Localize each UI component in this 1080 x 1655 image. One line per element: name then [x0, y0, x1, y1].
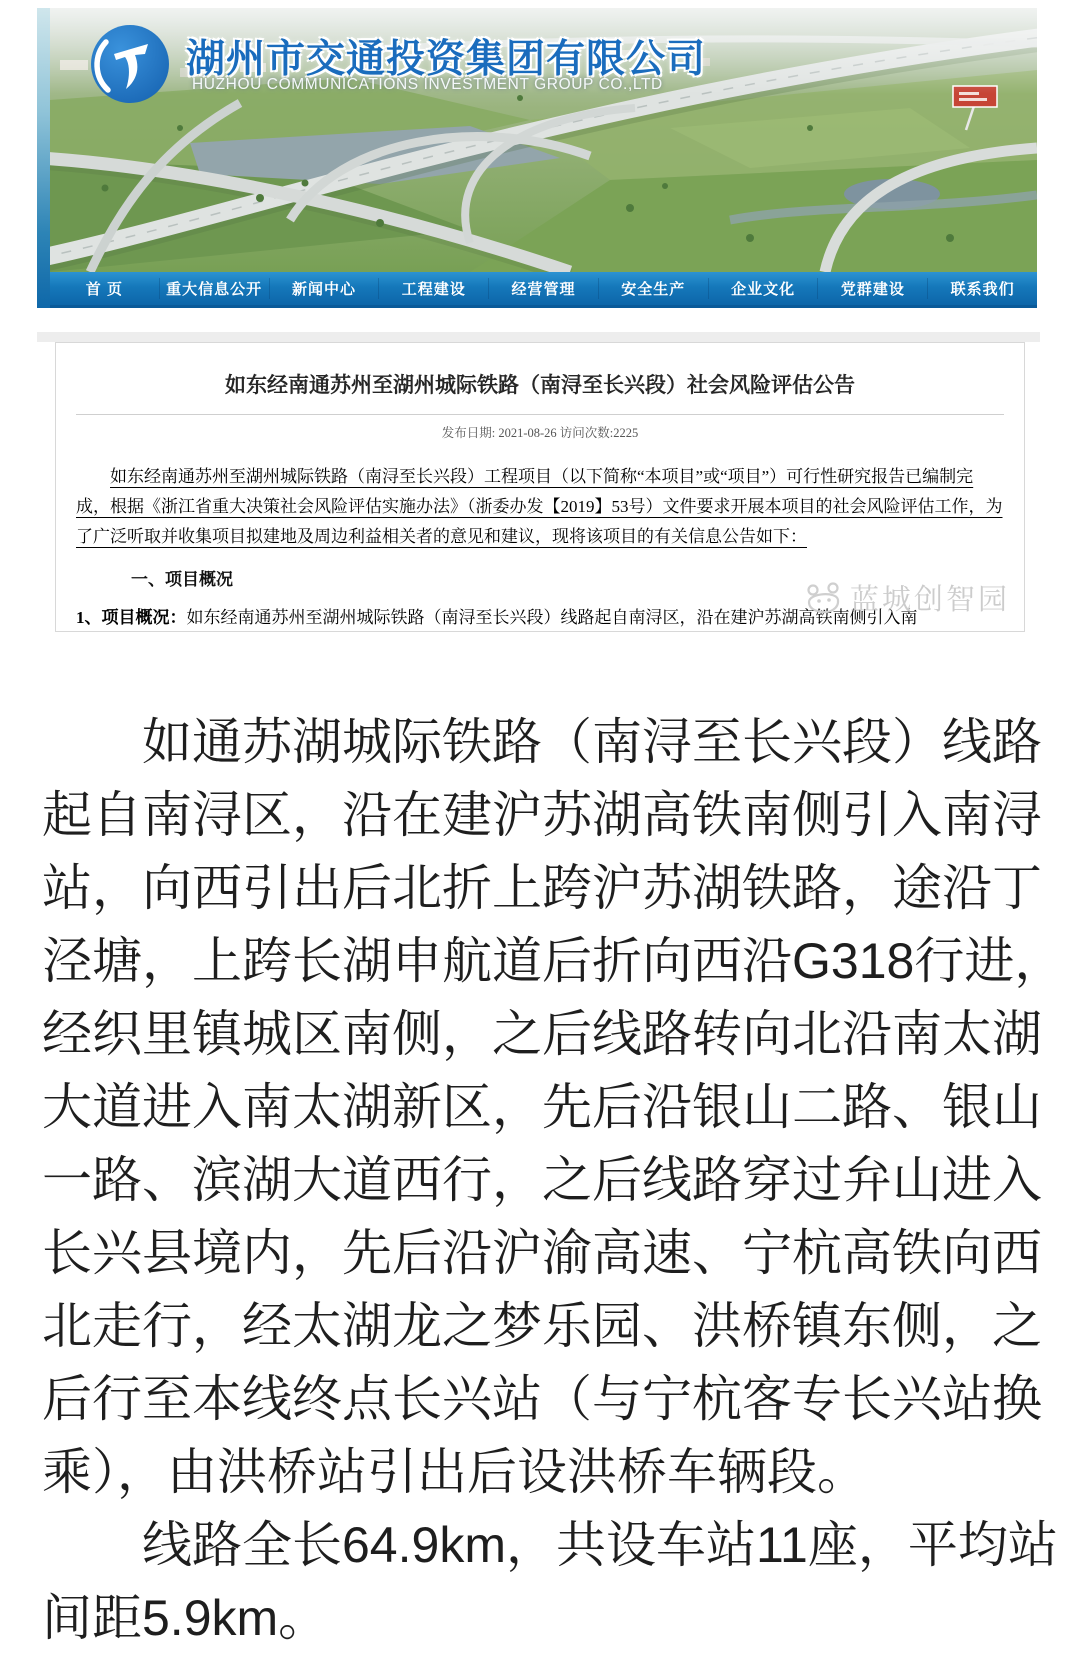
nav-item-safety[interactable]: 安全生产 [599, 278, 709, 299]
watermark [804, 577, 1010, 618]
nav-item-party[interactable]: 党群建设 [818, 278, 928, 299]
article-paragraph-1: 如东经南通苏州至湖州城际铁路（南浔至长兴段）工程项目（以下简称“本项目”或“项目”）可行性研究报告已编制完成，根据《浙江省重大决策社会风险评估实施办法》（浙委办发【2019】53号）文件要求开展本项目的社会风险评估工作，为了广泛听取并收集项目拟建地及周边利益相关者的意见和建议，现将该项目的有关信息公告如下： [76, 467, 1003, 546]
bigtext-line: 线路全长64.9km，共设车站11座，平均站 [142, 1517, 1058, 1573]
bigtext-line: 站，向西引出后北折上跨沪苏湖铁路，途沿丁 [42, 860, 1042, 916]
watermark-text: 蓝城创智园 [849, 584, 1010, 616]
article-panel [55, 342, 1025, 632]
bigtext-line: 北走行，经太湖龙之梦乐园、洪桥镇东侧，之 [42, 1298, 1042, 1354]
main-nav [50, 272, 1037, 308]
bigtext-line: 后行至本线终点长兴站（与宁杭客专长兴站换 [42, 1371, 1042, 1427]
article-title: 如东经南通苏州至湖州城际铁路（南浔至长兴段）社会风险评估公告 [225, 373, 855, 397]
nav-item-news[interactable]: 新闻中心 [270, 278, 380, 299]
watermark-panda-icon [804, 580, 844, 616]
nav-item-engineering[interactable]: 工程建设 [379, 278, 489, 299]
zoomed-article-text [0, 668, 1080, 1655]
item-1-text: 如东经南通苏州至湖州城际铁路（南浔至长兴段）线路起自南浔区，沿在建沪苏湖高铁南侧引入南 [186, 608, 918, 627]
bigtext-line: 长兴县境内，先后沿沪渝高速、宁杭高铁向西 [42, 1225, 1042, 1281]
section-heading: 一、项目概况 [131, 570, 233, 589]
company-logo [88, 22, 172, 106]
bigtext-line: 大道进入南太湖新区，先后沿银山二路、银山 [42, 1079, 1042, 1135]
item-1-label: 1、项目概况： [76, 608, 187, 627]
banner-left-accent-strip [37, 8, 50, 308]
page-gap [37, 332, 1040, 342]
nav-item-operation[interactable]: 经营管理 [489, 278, 599, 299]
sub-nav-strip [37, 308, 1040, 332]
title-divider [76, 414, 1004, 415]
nav-item-major-info[interactable]: 重大信息公开 [160, 278, 270, 299]
company-name-cn: 湖州市交通投资集团有限公司 [186, 38, 707, 81]
bigtext-line: 一路、滨湖大道西行，之后线路穿过弁山进入 [42, 1152, 1042, 1208]
bigtext-line: 间距5.9km。 [42, 1590, 329, 1646]
bigtext-line: 经织里镇城区南侧，之后线路转向北沿南太湖 [42, 1006, 1042, 1062]
bigtext-line: 如通苏湖城际铁路（南浔至长兴段）线路 [142, 714, 1042, 770]
site-banner [50, 8, 1037, 272]
bigtext-line: 起自南浔区，沿在建沪苏湖高铁南侧引入南浔 [42, 787, 1042, 843]
company-name-en: HUZHOU COMMUNICATIONS INVESTMENT GROUP CO.,LTD [192, 76, 663, 93]
webpage-screenshot [0, 0, 1080, 640]
bigtext-line: 泾塘，上跨长湖申航道后折向西沿G318行进， [42, 933, 1065, 989]
bigtext-line: 乘），由洪桥站引出后设洪桥车辆段。 [42, 1444, 867, 1500]
publish-meta: 发布日期: 2021-08-26 访问次数:2225 [441, 426, 639, 440]
nav-item-home[interactable]: 首 页 [50, 278, 160, 299]
nav-item-culture[interactable]: 企业文化 [709, 278, 819, 299]
nav-item-contact[interactable]: 联系我们 [950, 281, 1015, 298]
